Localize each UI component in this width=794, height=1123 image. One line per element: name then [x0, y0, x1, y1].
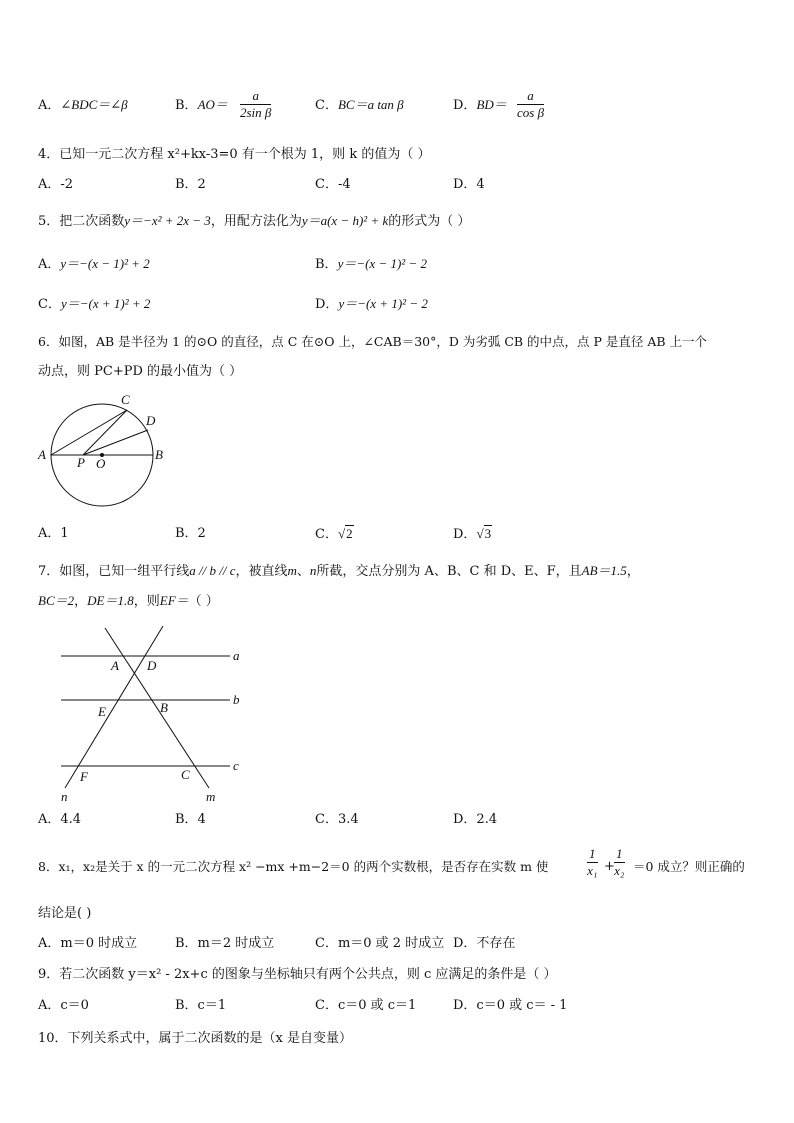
- q8-stem-line1: 8．x₁，x₂是关于 x 的一元二次方程 x² −mx +m−2＝0 的两个实数根，是否存在实数 m 使: [38, 859, 549, 874]
- q8-option-a: A．m＝0 时成立: [38, 936, 138, 951]
- q6-option-b: B．2: [175, 526, 206, 541]
- label-line-b: b: [233, 692, 240, 707]
- label-point-c: C: [181, 767, 190, 782]
- q7-parallel-lines-figure: [55, 622, 255, 806]
- q7-stem-line2: BC＝2，DE＝1.8，则EF＝（ ）: [38, 593, 219, 609]
- label-o: O: [96, 456, 106, 471]
- q4-option-a: A．-2: [38, 177, 74, 192]
- label-point-a: A: [111, 658, 119, 673]
- q5-option-c: C．y＝−(x + 1)² + 2: [38, 296, 151, 312]
- q7-option-d: D．2.4: [453, 812, 498, 827]
- q3-option-d-fraction: $\frac{a}{\text{cos β}}$: [517, 88, 545, 120]
- q3-option-a: A．∠BDC＝∠β: [38, 97, 128, 113]
- line-n: [65, 626, 163, 788]
- label-b: B: [155, 447, 163, 462]
- q6-option-a: A．1: [38, 526, 69, 541]
- q8-stem-line2: 结论是( ): [38, 906, 92, 921]
- q9-option-d: D．c＝0 或 c＝ - 1: [453, 998, 568, 1013]
- q8-stem-post: ＝0 成立？则正确的: [633, 859, 745, 874]
- q4-option-b: B．2: [175, 177, 206, 192]
- q7-stem-line1: 7．如图，已知一组平行线a // b // c，被直线m、n所截，交点分别为 A、B、C 和 D、E、F，且AB＝1.5，: [38, 563, 640, 579]
- q3-option-b-fraction: $\frac{a}{\text{2sin β}}$: [240, 88, 272, 120]
- label-line-c: c: [233, 758, 239, 773]
- q9-option-a: A．c＝0: [38, 998, 89, 1013]
- q5-option-a: A．y＝−(x − 1)² + 2: [38, 256, 150, 272]
- label-point-f: F: [80, 769, 88, 784]
- q5-stem: 5．把二次函数y＝−x² + 2x − 3，用配方法化为y＝a(x − h)² + k的形式为（ ）: [38, 213, 471, 229]
- q3-option-b: B．AO＝: [175, 97, 228, 113]
- label-point-e: E: [98, 704, 106, 719]
- q4-stem: 4．已知一元二次方程 x²+kx-3=0 有一个根为 1，则 k 的值为（ ）: [38, 147, 431, 162]
- label-point-b: B: [160, 700, 168, 715]
- label-line-m: m: [206, 789, 216, 804]
- q7-option-c: C．3.4: [315, 812, 359, 827]
- q8-plus: +: [604, 859, 615, 874]
- q4-option-c: C．-4: [315, 177, 351, 192]
- q6-stem-line1: 6．如图，AB 是半径为 1 的⊙O 的直径，点 C 在⊙O 上，∠CAB＝30°，D 为劣弧 CB 的中点，点 P 是直径 AB 上一个: [38, 334, 708, 349]
- q9-stem: 9．若二次函数 y＝x² - 2x+c 的图象与坐标轴只有两个公共点，则 c 应满足的条件是（ ）: [38, 967, 557, 982]
- q5-option-d: D．y＝−(x + 1)² − 2: [315, 296, 428, 312]
- segment-pd: [83, 430, 148, 455]
- q6-circle-figure: [30, 388, 170, 514]
- label-p: P: [77, 455, 85, 470]
- q7-option-b: B．4: [175, 812, 206, 827]
- q3-option-d: D．BD＝: [453, 97, 507, 113]
- label-line-a: a: [233, 648, 240, 663]
- line-m: [105, 628, 209, 788]
- q6-stem-line2: 动点，则 PC+PD 的最小值为（ ）: [38, 364, 243, 379]
- q9-option-b: B．c＝1: [175, 998, 227, 1013]
- q5-option-b: B．y＝−(x − 1)² − 2: [315, 256, 427, 272]
- q8-option-b: B．m＝2 时成立: [175, 936, 275, 951]
- label-point-d: D: [147, 658, 157, 673]
- q8-fraction-2: $\frac{1}{\text{x₂}}$: [614, 846, 625, 878]
- q8-fraction-1: $\frac{1}{\text{x₁}}$: [587, 846, 598, 878]
- q3-option-c: C．BC＝a tan β: [315, 97, 404, 113]
- q9-option-c: C．c＝0 或 c＝1: [315, 998, 417, 1013]
- label-a: A: [38, 447, 46, 462]
- label-c: C: [121, 392, 130, 407]
- label-d: D: [146, 413, 156, 428]
- q6-option-c: C．√2: [315, 526, 353, 542]
- q8-option-d: D．不存在: [453, 936, 516, 951]
- q10-stem: 10．下列关系式中，属于二次函数的是（x 是自变量）: [38, 1031, 353, 1046]
- q7-option-a: A．4.4: [38, 812, 82, 827]
- q4-option-d: D．4: [453, 177, 485, 192]
- q8-option-c: C．m＝0 或 2 时成立: [315, 936, 445, 951]
- label-line-n: n: [61, 789, 68, 804]
- q6-option-d: D．√3: [453, 526, 492, 542]
